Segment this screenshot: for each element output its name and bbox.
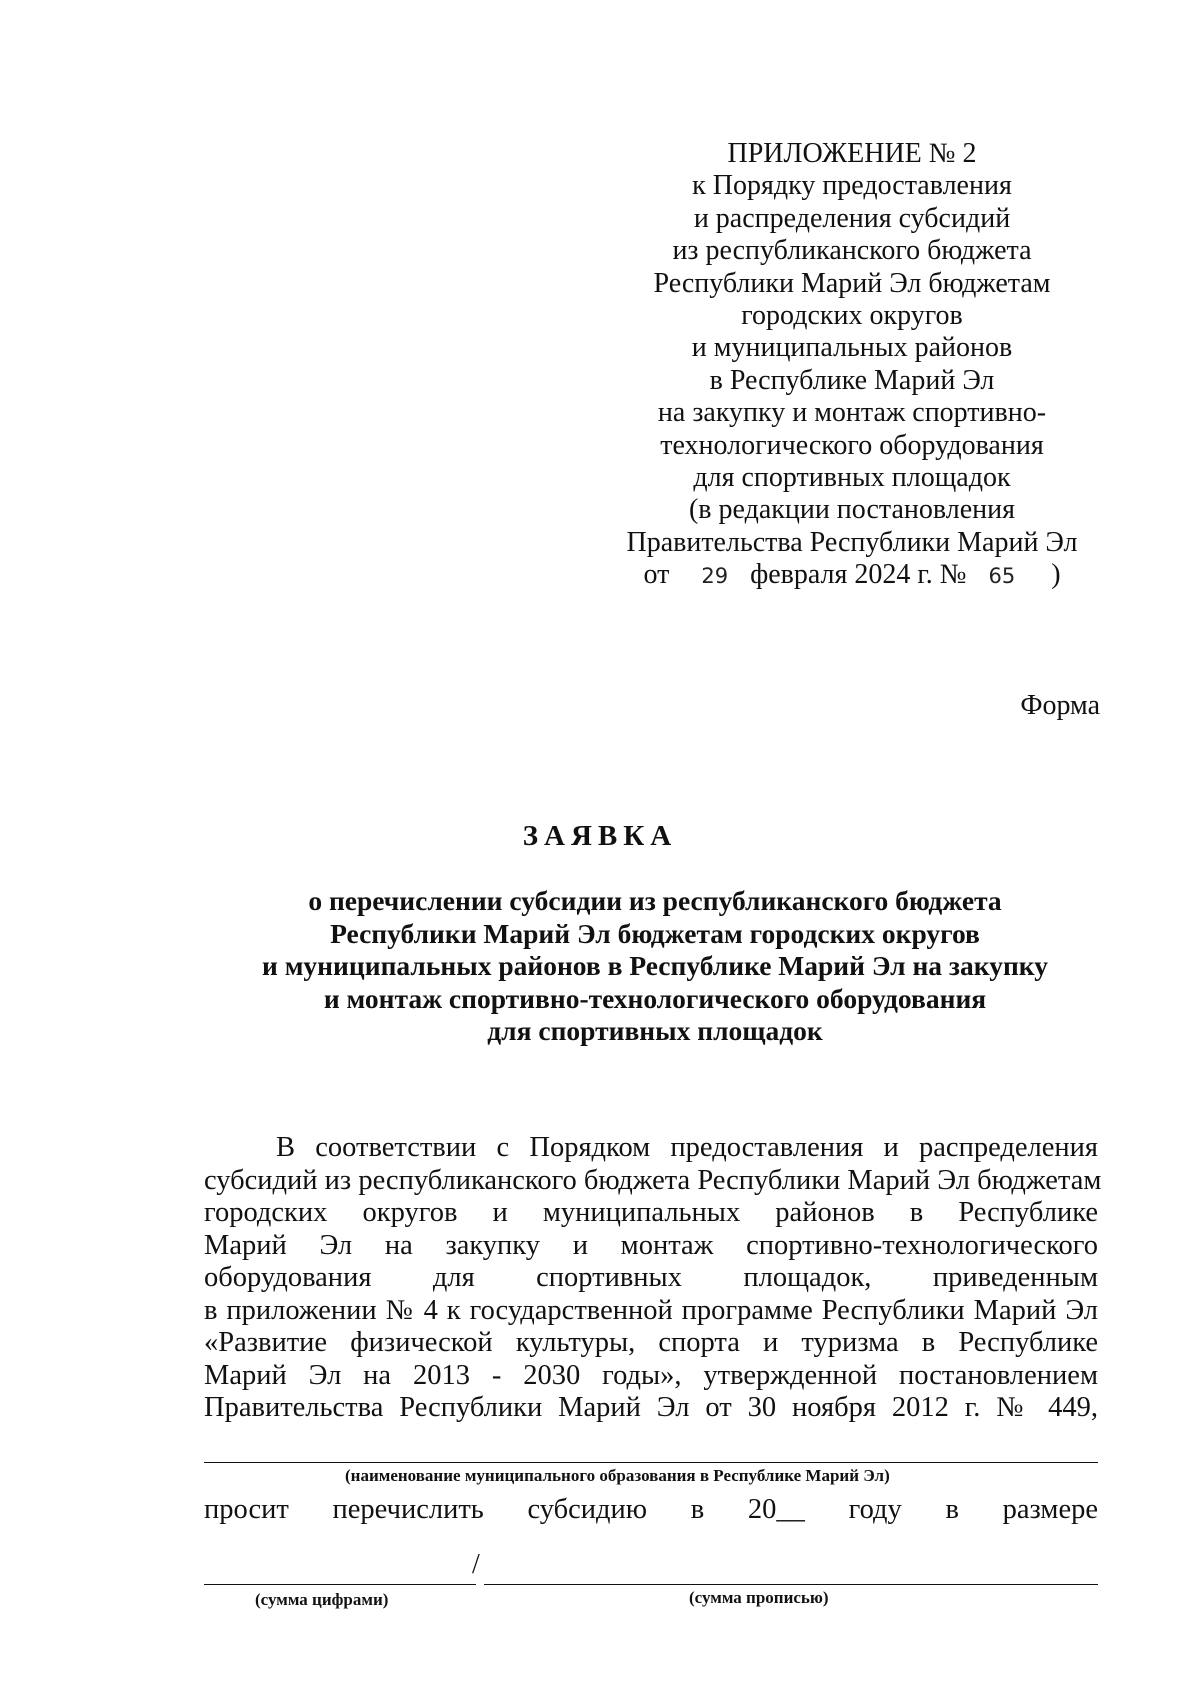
- municipality-caption: (наименование муниципального образования в Республике Марий Эл): [345, 1466, 890, 1485]
- appendix-line: для спортивных площадок: [693, 462, 1011, 494]
- appendix-line: на закупку и монтаж спортивно-: [657, 397, 1047, 429]
- document-subtitle: [200, 885, 1110, 1048]
- appendix-line: технологического оборудования: [660, 429, 1044, 461]
- appendix-line: ПРИЛОЖЕНИЕ № 2: [727, 138, 977, 169]
- body-line: в приложении № 4 к государственной программе Республики Марий Эл: [204, 1294, 1098, 1326]
- appendix-line: (в редакции постановления: [688, 494, 1016, 526]
- body-line: городских округов и муниципальных районов в Республике: [204, 1197, 1098, 1228]
- date-day: 29: [701, 564, 729, 589]
- appendix-line: и распределения субсидий: [693, 202, 1011, 234]
- subtitle-line: и монтаж спортивно-технологического оборудования: [323, 982, 987, 1014]
- municipality-blank-line[interactable]: [204, 1462, 1098, 1463]
- appendix-line: Правительства Республики Марий Эл: [626, 526, 1078, 558]
- subtitle-line: о перечислении субсидии из республиканского бюджета: [308, 885, 1002, 916]
- appendix-line: Республики Марий Эл бюджетам: [653, 267, 1051, 299]
- appendix-line: и муниципальных районов: [691, 332, 1013, 364]
- body-line: Марий Эл на закупку и монтаж спортивно-технологического: [204, 1229, 1098, 1261]
- body-line: субсидий из республиканского бюджета Республики Марий Эл бюджетам: [204, 1164, 1102, 1196]
- date-number: 65: [988, 564, 1016, 589]
- amount-digits-blank-line[interactable]: [204, 1584, 476, 1585]
- amount-separator: /: [472, 1549, 480, 1580]
- subtitle-line: Республики Марий Эл бюджетам городских округов: [330, 917, 980, 949]
- subtitle-line: и муниципальных районов в Республике Марий Эл на закупку: [261, 950, 1048, 981]
- appendix-line: из республиканского бюджета: [672, 235, 1032, 267]
- body-line: «Развитие физической культуры, спорта и туризма в Республике: [204, 1327, 1098, 1358]
- document-title: ЗАЯВКА: [522, 820, 678, 852]
- amount-digits-caption: (сумма цифрами): [255, 1590, 389, 1609]
- amount-words-caption: (сумма прописью): [689, 1588, 829, 1607]
- date-close: ): [1051, 559, 1061, 591]
- subtitle-line: для спортивных площадок: [487, 1015, 823, 1046]
- appendix-line: городских округов: [741, 300, 963, 332]
- body-line: Марий Эл на 2013 - 2030 годы», утвержденной постановлением: [204, 1359, 1098, 1391]
- form-label: Форма: [1020, 690, 1100, 721]
- appendix-header: [602, 138, 1102, 593]
- amount-words-blank-line[interactable]: [484, 1584, 1098, 1585]
- appendix-date-line: [602, 559, 1102, 592]
- appendix-line: к Порядку предоставления: [692, 170, 1012, 202]
- body-line: Правительства Республики Марий Эл от 30 ноября 2012 г. № 449,: [204, 1392, 1098, 1423]
- appendix-line: в Республике Марий Эл: [709, 364, 995, 396]
- body-paragraph: [204, 1132, 1102, 1425]
- body-line: В соответствии с Порядком предоставления и распределения: [276, 1132, 1098, 1163]
- request-line: просит перечислить субсидию в 20__ году в размере: [204, 1494, 1098, 1525]
- date-prefix: от: [643, 559, 670, 591]
- date-rest: февраля 2024 г. №: [750, 559, 967, 591]
- body-line: оборудования для спортивных площадок, приведенным: [204, 1262, 1098, 1293]
